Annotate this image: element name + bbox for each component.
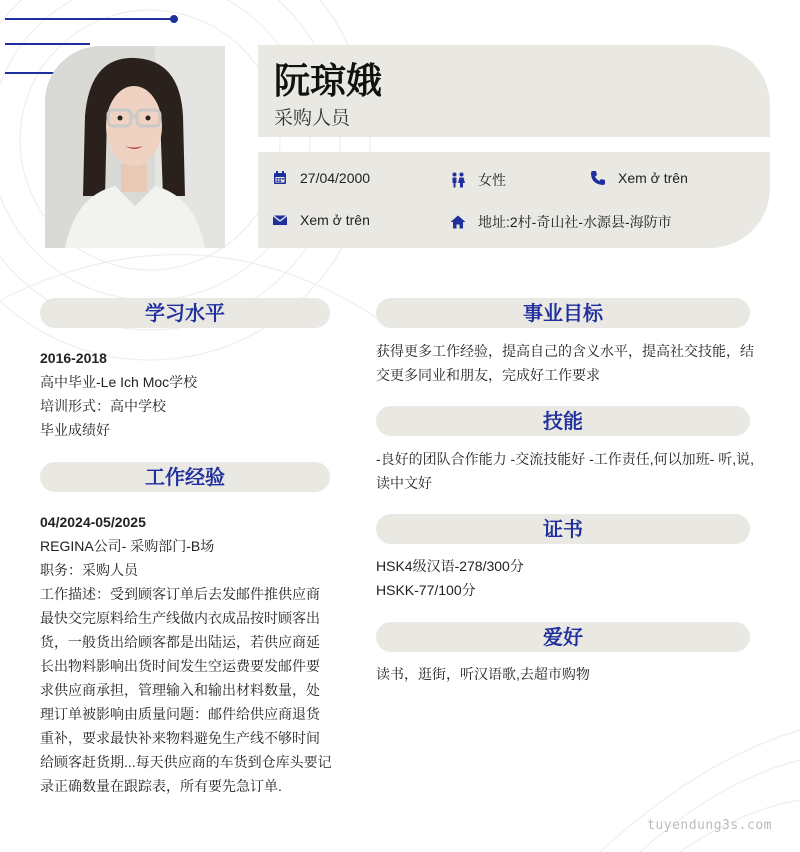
- skills-heading: 技能: [376, 406, 750, 436]
- education-line: 高中毕业-Le Ich Moc学校: [40, 374, 198, 390]
- education-period: 2016-2018: [40, 350, 107, 366]
- address-row: [450, 212, 672, 232]
- profile-photo: [45, 46, 225, 248]
- phone-value: Xem ở trên: [618, 170, 688, 186]
- address-value: 地址:2村-奇山社-水源县-海防市: [478, 214, 672, 230]
- watermark: tuyendung3s.com: [647, 818, 772, 833]
- candidate-name: 阮琼娥: [274, 61, 383, 102]
- email-row: [272, 212, 370, 228]
- skills-text: -良好的团队合作能力 -交流技能好 -工作责任,何以加班- 听,说,读中文好: [376, 451, 754, 491]
- contact-info-panel: [258, 152, 770, 248]
- job-title: 采购人员: [274, 107, 351, 129]
- hobbies-heading: 爱好: [376, 622, 750, 652]
- career-goal-text: 获得更多工作经验，提高自己的含义水平，提高社交技能，结交更多同业和朋友，完成好工作要求: [376, 343, 754, 383]
- birthdate-row: [272, 170, 370, 186]
- experience-heading: 工作经验: [40, 462, 330, 492]
- experience-position: 职务：采购人员: [40, 562, 138, 578]
- career-goal-heading: 事业目标: [376, 298, 750, 328]
- birthdate-value: 27/04/2000: [300, 170, 371, 186]
- experience-description: 工作描述：受到顾客订单后去发邮件推供应商最快交完原料给生产线做内衣成品按时顾客出货，一般货出给顾客都是出陆运，若供应商延长出物料影响出货时间发生空运费要发邮件要求供应商承担，管理输入和输出材料数量，处理订单被影响由质量问题：邮件给供应商退货重补，要求最快补来物料避免生产线不够时间给顾客赶货期...每天供应商的车货到仓库头要记录正确数量在跟踪表，所有要先急订单.: [40, 586, 332, 794]
- email-icon: [272, 212, 288, 228]
- gender-value: 女性: [478, 172, 506, 188]
- certificates-heading: 证书: [376, 514, 750, 544]
- gender-row: [450, 170, 506, 190]
- phone-row: [590, 170, 688, 186]
- accent-line-1: [5, 18, 175, 20]
- accent-line-2: [5, 43, 90, 45]
- education-line: 毕业成绩好: [40, 422, 110, 438]
- gender-icon: [450, 172, 466, 188]
- hobbies-text: 读书，逛街，听汉语歌,去超市购物: [376, 666, 590, 682]
- email-value: Xem ở trên: [300, 212, 370, 228]
- calendar-icon: [272, 170, 288, 186]
- education-heading: 学习水平: [40, 298, 330, 328]
- certificate-item: HSKK-77/100分: [376, 582, 476, 598]
- certificate-item: HSK4级汉语-278/300分: [376, 558, 524, 574]
- education-line: 培训形式：高中学校: [40, 398, 166, 414]
- name-panel: [258, 45, 770, 137]
- experience-company: REGINA公司- 采购部门-B场: [40, 538, 215, 554]
- home-icon: [450, 214, 466, 230]
- phone-icon: [590, 170, 606, 186]
- experience-period: 04/2024-05/2025: [40, 514, 146, 530]
